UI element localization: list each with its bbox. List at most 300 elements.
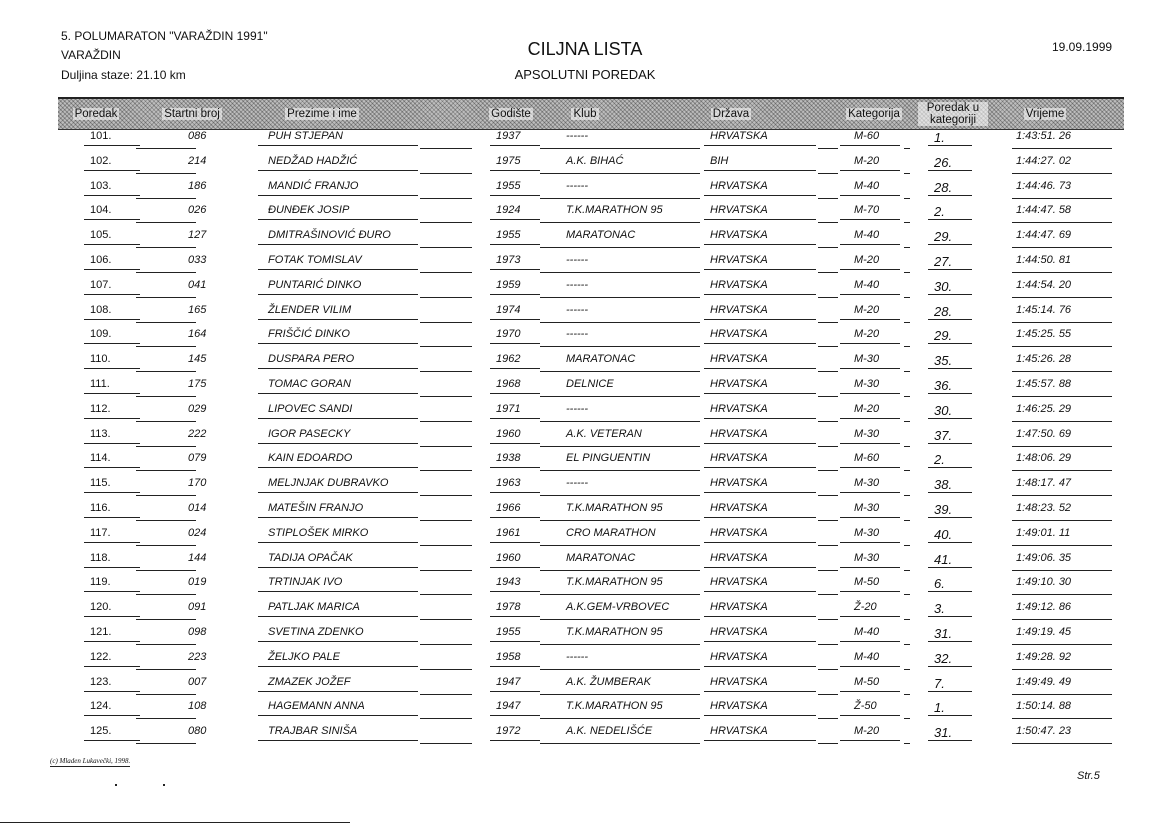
fill-line <box>136 272 196 273</box>
fill-line <box>704 691 816 692</box>
fill-line <box>540 396 700 397</box>
fill-line <box>704 517 816 518</box>
cell-rank: 104. <box>90 204 112 217</box>
fill-line <box>704 393 816 394</box>
cell-rank: 125. <box>90 725 112 738</box>
fill-line <box>1012 272 1112 273</box>
cell-bib: 165 <box>188 303 207 316</box>
cell-year: 1975 <box>496 154 521 167</box>
fill-line <box>840 368 900 369</box>
cell-club: ------ <box>566 650 588 663</box>
fill-line <box>840 145 900 146</box>
cell-category: M-70 <box>854 204 880 217</box>
cell-rank: 103. <box>90 179 112 192</box>
fill-line <box>420 173 472 174</box>
fill-line <box>540 470 700 471</box>
fill-line <box>904 346 910 347</box>
fill-line <box>258 517 418 518</box>
fill-line <box>904 396 910 397</box>
fill-line <box>540 198 700 199</box>
fill-line <box>928 443 972 444</box>
fill-line <box>704 591 816 592</box>
fill-line <box>704 269 816 270</box>
fill-line <box>420 570 472 571</box>
cell-rank: 109. <box>90 328 112 341</box>
fill-line <box>704 616 816 617</box>
fill-line <box>818 421 838 422</box>
fill-line <box>840 542 900 543</box>
fill-line <box>818 495 838 496</box>
cell-year: 1974 <box>496 303 521 316</box>
fill-line <box>84 319 140 320</box>
fill-line <box>1012 718 1112 719</box>
table-row <box>58 721 1124 746</box>
fill-line <box>490 269 540 270</box>
cell-year: 1972 <box>496 725 521 738</box>
cell-country: HRVATSKA <box>710 229 768 242</box>
table-row <box>58 349 1124 374</box>
fill-line <box>1012 694 1112 695</box>
fill-line <box>704 542 816 543</box>
fill-line <box>904 718 910 719</box>
cell-bib: 186 <box>188 179 207 192</box>
cell-cat-rank: 6. <box>934 576 945 592</box>
cell-club: ------ <box>566 254 588 266</box>
fill-line <box>928 641 972 642</box>
cell-time: 1:48:17. 47 <box>1016 477 1072 490</box>
cell-year: 1947 <box>496 700 521 713</box>
cell-year: 1937 <box>496 130 521 142</box>
fill-line <box>818 173 838 174</box>
fill-line <box>928 269 972 270</box>
table-row <box>58 275 1124 300</box>
fill-line <box>704 715 816 716</box>
fill-line <box>420 594 472 595</box>
fill-line <box>540 570 700 571</box>
cell-year: 1955 <box>496 626 521 638</box>
fill-line <box>928 567 972 568</box>
fill-line <box>490 740 540 741</box>
table-row <box>58 473 1124 498</box>
fill-line <box>818 222 838 223</box>
fill-line <box>704 219 816 220</box>
fill-line <box>904 594 910 595</box>
fill-line <box>258 319 418 320</box>
cell-year: 1955 <box>496 179 521 192</box>
fill-line <box>928 343 972 344</box>
cell-time: 1:49:01. 11 <box>1016 526 1071 539</box>
fill-line <box>840 319 900 320</box>
fill-line <box>136 718 196 719</box>
fill-line <box>904 644 910 645</box>
fill-line <box>258 467 418 468</box>
cell-time: 1:49:06. 35 <box>1016 551 1072 564</box>
fill-line <box>704 294 816 295</box>
fill-line <box>420 371 472 372</box>
cell-rank: 106. <box>90 254 112 266</box>
cell-bib: 175 <box>188 378 207 390</box>
fill-line <box>840 244 900 245</box>
fill-line <box>840 467 900 468</box>
cell-category: M-30 <box>854 502 880 514</box>
fill-line <box>540 520 700 521</box>
cell-bib: 041 <box>188 278 207 291</box>
fill-line <box>540 148 700 149</box>
cell-time: 1:46:25. 29 <box>1016 402 1072 415</box>
cell-club: DELNICE <box>566 378 614 390</box>
cell-bib: 223 <box>188 650 207 663</box>
cell-year: 1947 <box>496 675 521 688</box>
fill-line <box>840 616 900 617</box>
cell-category: M-50 <box>854 675 880 688</box>
cell-club: A.K. ŽUMBERAK <box>566 675 651 688</box>
cell-category: M-20 <box>854 154 880 167</box>
fill-line <box>928 691 972 692</box>
fill-line <box>258 244 418 245</box>
fill-line <box>904 446 910 447</box>
fill-line <box>818 644 838 645</box>
fill-line <box>540 743 700 744</box>
fill-line <box>1012 545 1112 546</box>
fill-line <box>818 594 838 595</box>
fill-line <box>136 594 196 595</box>
fill-line <box>84 616 140 617</box>
fill-line <box>704 443 816 444</box>
fill-line <box>818 396 838 397</box>
fill-line <box>904 545 910 546</box>
fill-line <box>258 145 418 146</box>
cell-country: HRVATSKA <box>710 526 768 539</box>
cell-name: TADIJA OPAČAK <box>268 551 353 564</box>
fill-line <box>904 297 910 298</box>
col-header-club: Klub <box>573 108 597 120</box>
cell-rank: 112. <box>90 402 111 415</box>
cell-club: T.K.MARATHON 95 <box>566 502 663 514</box>
fill-line <box>840 294 900 295</box>
cell-name: PUH STJEPAN <box>268 130 343 142</box>
fill-line <box>258 691 418 692</box>
cell-name: TRTINJAK IVO <box>268 576 343 589</box>
cell-category: M-20 <box>854 303 880 316</box>
fill-line <box>1012 570 1112 571</box>
fill-line <box>1012 371 1112 372</box>
fill-line <box>420 297 472 298</box>
cell-rank: 101. <box>90 130 112 142</box>
cell-cat-rank: 35. <box>934 353 953 369</box>
fill-line <box>420 222 472 223</box>
cell-cat-rank: 41. <box>934 551 953 567</box>
cell-category: M-40 <box>854 278 880 291</box>
cell-rank: 121. <box>90 626 112 638</box>
cell-time: 1:44:54. 20 <box>1016 278 1072 291</box>
cell-cat-rank: 31. <box>934 725 953 741</box>
fill-line <box>258 616 418 617</box>
fill-line <box>84 244 140 245</box>
fill-line <box>704 368 816 369</box>
cell-name: LIPOVEC SANDI <box>268 402 353 415</box>
fill-line <box>490 567 540 568</box>
fill-line <box>928 244 972 245</box>
event-name: 5. POLUMARATON "VARAŽDIN 1991" <box>61 29 268 43</box>
fill-line <box>84 443 140 444</box>
cell-country: HRVATSKA <box>710 378 768 390</box>
fill-line <box>258 492 418 493</box>
fill-line <box>840 170 900 171</box>
cell-bib: 033 <box>188 254 207 266</box>
cell-category: M-50 <box>854 576 880 589</box>
fill-line <box>490 195 540 196</box>
cell-cat-rank: 29. <box>934 229 953 245</box>
fill-line <box>704 641 816 642</box>
fill-line <box>928 492 972 493</box>
fill-line <box>540 644 700 645</box>
cell-name: KAIN EDOARDO <box>268 452 353 465</box>
fill-line <box>840 219 900 220</box>
cell-rank: 114. <box>90 452 111 465</box>
fill-line <box>818 669 838 670</box>
cell-country: HRVATSKA <box>710 402 768 415</box>
fill-line <box>420 322 472 323</box>
fill-line <box>490 319 540 320</box>
cell-rank: 116. <box>90 502 111 514</box>
fill-line <box>818 446 838 447</box>
cell-country: HRVATSKA <box>710 179 768 192</box>
fill-line <box>928 393 972 394</box>
cell-year: 1968 <box>496 378 521 390</box>
cell-year: 1924 <box>496 204 521 217</box>
fill-line <box>136 743 196 744</box>
table-row <box>58 176 1124 201</box>
cell-time: 1:50:14. 88 <box>1016 700 1072 713</box>
fill-line <box>490 343 540 344</box>
scan-dot <box>163 784 165 786</box>
fill-line <box>928 616 972 617</box>
col-header-category: Kategorija <box>848 108 900 120</box>
cell-country: HRVATSKA <box>710 626 768 638</box>
fill-line <box>136 495 196 496</box>
fill-line <box>1012 594 1112 595</box>
scan-edge-line <box>0 822 350 823</box>
fill-line <box>258 170 418 171</box>
cell-category: M-30 <box>854 427 880 440</box>
cell-year: 1943 <box>496 576 521 589</box>
fill-line <box>840 517 900 518</box>
fill-line <box>84 368 140 369</box>
fill-line <box>928 517 972 518</box>
cell-cat-rank: 26. <box>934 154 953 170</box>
cell-year: 1958 <box>496 650 521 663</box>
fill-line <box>704 418 816 419</box>
fill-line <box>84 467 140 468</box>
cell-category: M-30 <box>854 378 880 390</box>
table-row <box>58 200 1124 225</box>
fill-line <box>904 173 910 174</box>
cell-year: 1970 <box>496 328 521 341</box>
fill-line <box>136 322 196 323</box>
cell-rank: 108. <box>90 303 112 316</box>
fill-line <box>420 619 472 620</box>
fill-line <box>136 297 196 298</box>
fill-line <box>1012 669 1112 670</box>
fill-line <box>490 616 540 617</box>
fill-line <box>84 393 140 394</box>
fill-line <box>420 247 472 248</box>
fill-line <box>540 694 700 695</box>
fill-line <box>420 396 472 397</box>
fill-line <box>258 591 418 592</box>
table-row <box>58 399 1124 424</box>
col-header-name: Prezime i ime <box>287 108 357 120</box>
fill-line <box>818 520 838 521</box>
cell-name: MATEŠIN FRANJO <box>268 502 364 514</box>
cell-rank: 105. <box>90 229 112 242</box>
cell-country: HRVATSKA <box>710 328 768 341</box>
cell-country: HRVATSKA <box>710 427 768 440</box>
table-row <box>58 126 1124 151</box>
cell-cat-rank: 36. <box>934 378 953 393</box>
fill-line <box>1012 495 1112 496</box>
cell-country: HRVATSKA <box>710 254 768 266</box>
fill-line <box>136 446 196 447</box>
fill-line <box>258 393 418 394</box>
fill-line <box>136 247 196 248</box>
cell-country: HRVATSKA <box>710 675 768 688</box>
fill-line <box>540 594 700 595</box>
fill-line <box>490 219 540 220</box>
cell-club: MARATONAC <box>566 229 636 242</box>
cell-cat-rank: 28. <box>934 179 953 195</box>
fill-line <box>540 297 700 298</box>
cell-club: ------ <box>566 179 588 192</box>
cell-year: 1955 <box>496 229 521 242</box>
fill-line <box>540 371 700 372</box>
cell-bib: 098 <box>188 626 207 638</box>
cell-category: M-40 <box>854 179 880 192</box>
fill-line <box>818 272 838 273</box>
cell-category: M-40 <box>854 229 880 242</box>
fill-line <box>840 641 900 642</box>
cell-year: 1978 <box>496 601 521 614</box>
document-subtitle: APSOLUTNI POREDAK <box>514 67 656 82</box>
cell-time: 1:49:10. 30 <box>1016 576 1072 589</box>
cell-time: 1:45:26. 28 <box>1016 353 1072 366</box>
fill-line <box>1012 297 1112 298</box>
cell-time: 1:49:12. 86 <box>1016 601 1072 614</box>
cell-country: HRVATSKA <box>710 278 768 291</box>
cell-cat-rank: 27. <box>934 254 953 269</box>
fill-line <box>1012 743 1112 744</box>
fill-line <box>258 418 418 419</box>
cell-name: IGOR PASECKY <box>268 427 351 440</box>
cell-category: M-20 <box>854 402 880 415</box>
event-date: 19.09.1999 <box>1052 40 1113 54</box>
fill-line <box>904 470 910 471</box>
fill-line <box>904 198 910 199</box>
fill-line <box>258 343 418 344</box>
cell-cat-rank: 38. <box>934 477 953 493</box>
fill-line <box>540 446 700 447</box>
cell-time: 1:45:25. 55 <box>1016 328 1072 341</box>
cell-bib: 170 <box>188 477 207 490</box>
fill-line <box>490 715 540 716</box>
fill-line <box>84 418 140 419</box>
fill-line <box>928 195 972 196</box>
cell-bib: 222 <box>188 427 207 440</box>
copyright-note: (c) Mladen Lukavečki, 1998. <box>50 757 131 765</box>
fill-line <box>840 567 900 568</box>
fill-line <box>904 619 910 620</box>
cell-cat-rank: 30. <box>934 278 953 294</box>
cell-bib: 080 <box>188 725 207 738</box>
cell-country: HRVATSKA <box>710 601 768 614</box>
cell-country: BIH <box>710 154 729 167</box>
fill-line <box>258 641 418 642</box>
page-number: Str.5 <box>1077 770 1100 782</box>
cell-club: A.K.GEM-VRBOVEC <box>566 601 670 614</box>
fill-line <box>928 467 972 468</box>
table-row <box>58 672 1124 697</box>
fill-line <box>490 443 540 444</box>
fill-line <box>420 718 472 719</box>
fill-line <box>540 247 700 248</box>
fill-line <box>540 346 700 347</box>
cell-club: MARATONAC <box>566 353 636 366</box>
fill-line <box>818 297 838 298</box>
fill-line <box>904 421 910 422</box>
cell-name: DMITRAŠINOVIĆ ĐURO <box>268 229 391 242</box>
fill-line <box>704 467 816 468</box>
fill-line <box>1012 247 1112 248</box>
fill-line <box>928 666 972 667</box>
fill-line <box>420 520 472 521</box>
fill-line <box>490 145 540 146</box>
fill-line <box>136 396 196 397</box>
cell-name: NEDŽAD HADŽIĆ <box>268 154 358 167</box>
fill-line <box>904 371 910 372</box>
fill-line <box>840 740 900 741</box>
cell-category: M-60 <box>854 130 880 142</box>
cell-name: TRAJBAR SINIŠA <box>268 725 358 738</box>
fill-line <box>258 443 418 444</box>
fill-line <box>490 666 540 667</box>
cell-club: ------ <box>566 328 588 341</box>
cell-rank: 102. <box>90 154 112 167</box>
cell-club: ------ <box>566 477 588 490</box>
cell-name: ZMAZEK JOŽEF <box>268 675 351 688</box>
fill-line <box>420 421 472 422</box>
fill-line <box>136 570 196 571</box>
cell-name: MANDIĆ FRANJO <box>268 179 359 192</box>
cell-category: M-40 <box>854 650 880 663</box>
cell-rank: 123. <box>90 675 112 688</box>
fill-line <box>818 371 838 372</box>
fill-line <box>1012 173 1112 174</box>
cell-bib: 079 <box>188 452 207 465</box>
table-row <box>58 572 1124 597</box>
fill-line <box>818 322 838 323</box>
fill-line <box>490 170 540 171</box>
table-row <box>58 523 1124 548</box>
cell-rank: 120. <box>90 601 112 614</box>
fill-line <box>928 591 972 592</box>
fill-line <box>840 443 900 444</box>
cell-bib: 144 <box>188 551 207 564</box>
fill-line <box>928 368 972 369</box>
fill-line <box>84 591 140 592</box>
col-header-bib: Startni broj <box>164 108 220 120</box>
fill-line <box>136 545 196 546</box>
fill-line <box>840 418 900 419</box>
